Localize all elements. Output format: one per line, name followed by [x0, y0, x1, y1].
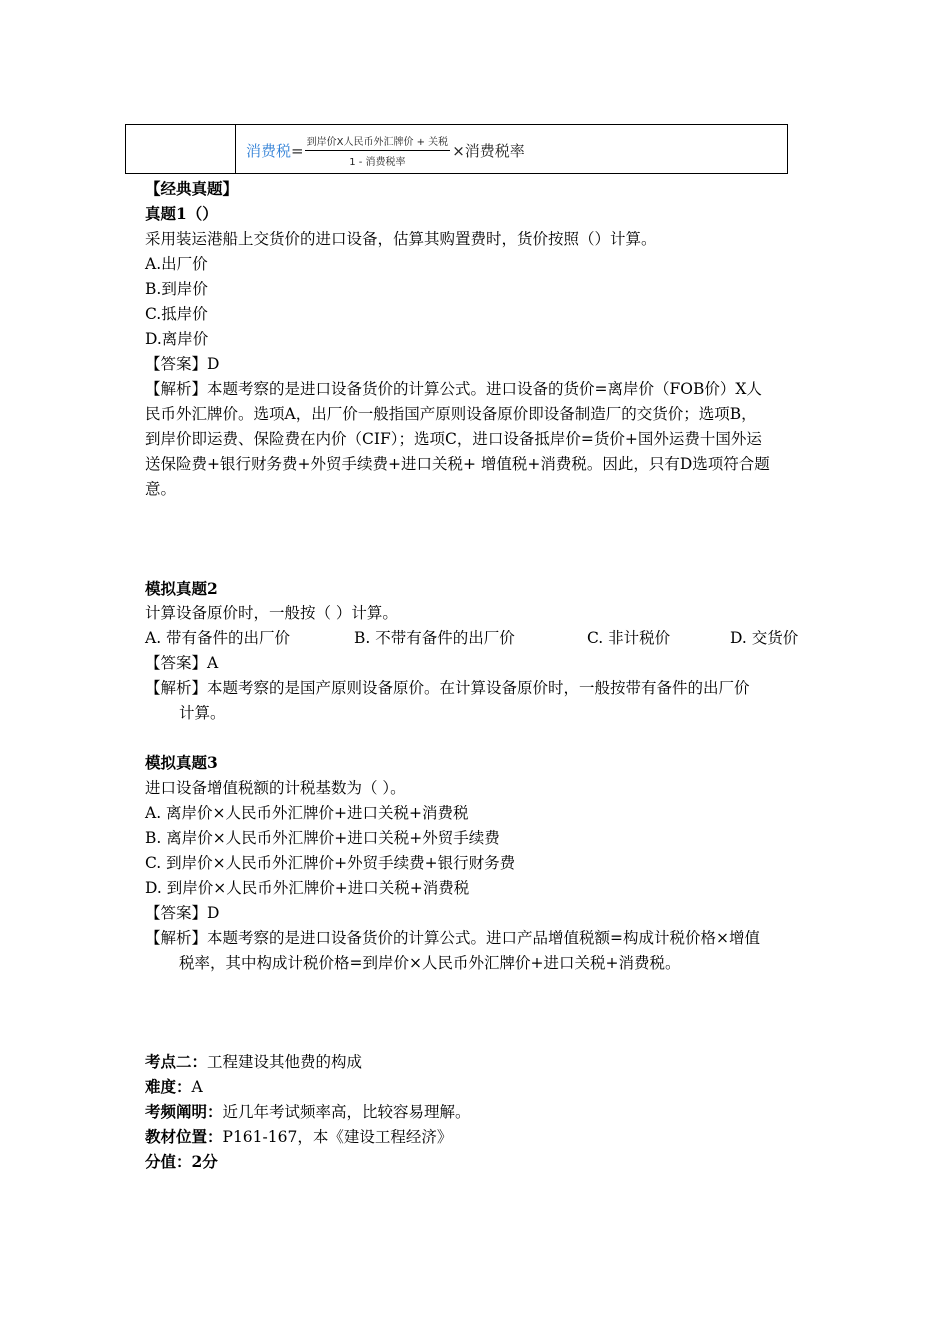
consumption-tax-formula [246, 133, 525, 168]
score-value: 2分 [191, 1152, 218, 1171]
point2-title-value: 工程建设其他费的构成 [207, 1053, 363, 1071]
q1-option-b: B.到岸价 [145, 280, 208, 298]
formula-denominator: 1 - 消费税率 [349, 157, 406, 168]
mock3-analysis-line-1: 【解析】本题考察的是进口设备货价的计算公式。进口产品增值税额=构成计税价格×增值 [145, 929, 760, 947]
mock3-option-a: A. 离岸价×人民币外汇牌价+进口关税+消费税 [145, 804, 469, 822]
score-label: 分值： [145, 1152, 192, 1171]
q1-option-d: D.离岸价 [145, 330, 209, 348]
q1-answer: 【答案】D [145, 355, 220, 373]
q1-analysis-line-5: 意。 [145, 480, 177, 498]
point2-location [145, 1125, 452, 1149]
mock2-stem: 计算设备原价时，一般按（ ）计算。 [145, 604, 398, 622]
q1-stem: 采用装运港船上交货价的进口设备，估算其购置费时，货价按照（）计算。 [145, 230, 657, 248]
q1-option-a: A.出厂价 [145, 255, 208, 273]
q1-analysis-line-2: 民币外汇牌价。选项A，出厂价一般指国产原则设备原价即设备制造厂的交货价；选项B， [145, 405, 757, 423]
location-label: 教材位置： [145, 1127, 223, 1146]
formula-fraction [305, 133, 451, 168]
q1-analysis-line-3: 到岸价即运费、保险费在内价（CIF）；选项C，进口设备抵岸价=货价+国外运费十国外运 [145, 430, 762, 448]
q1-option-c: C.抵岸价 [145, 305, 208, 323]
mock2-option-a: A. 带有备件的出厂价 [145, 629, 291, 647]
classic-heading: 【经典真题】 [145, 179, 239, 198]
point2-title-label: 考点二： [145, 1052, 208, 1071]
mock2-option-b: B. 不带有备件的出厂价 [354, 629, 515, 647]
mock2-option-c: C. 非计税价 [587, 629, 671, 647]
formula-lhs: 消费税 [246, 142, 292, 160]
point2-frequency [145, 1100, 471, 1124]
mock2-analysis-line-2: 计算。 [179, 704, 226, 722]
formula-rhs: ×消费税率 [452, 142, 525, 160]
mock3-option-b: B. 离岸价×人民币外汇牌价+进口关税+外贸手续费 [145, 829, 500, 847]
location-value: P161-167，本《建设工程经济》 [222, 1128, 453, 1146]
q1-title: 真题1（） [145, 204, 218, 223]
mock3-analysis-line-2: 税率，其中构成计税价格=到岸价×人民币外汇牌价+进口关税+消费税。 [179, 954, 681, 972]
table-divider [235, 125, 236, 173]
mock2-title: 模拟真题2 [145, 579, 218, 598]
formula-numerator: 到岸价X人民币外汇牌价 + 关税 [305, 133, 451, 151]
point2-title [145, 1050, 362, 1074]
mock2-analysis-line-1: 【解析】本题考察的是国产原则设备原价。在计算设备原价时，一般按带有备件的出厂价 [145, 679, 750, 697]
mock3-title: 模拟真题3 [145, 753, 218, 772]
mock2-option-d: D. 交货价 [730, 629, 799, 647]
q1-analysis-line-1: 【解析】本题考察的是进口设备货价的计算公式。进口设备的货价=离岸价（FOB价）X人 [145, 380, 762, 398]
mock3-option-c: C. 到岸价×人民币外汇牌价+外贸手续费+银行财务费 [145, 854, 516, 872]
frequency-label: 考频阐明： [145, 1102, 223, 1121]
formula-equals: = [291, 141, 304, 160]
mock3-answer: 【答案】D [145, 904, 220, 922]
point2-difficulty [145, 1075, 203, 1099]
q1-analysis-line-4: 送保险费+银行财务费+外贸手续费+进口关税+ 增值税+消费税。因此，只有D选项符合题 [145, 455, 770, 473]
difficulty-value: A [191, 1078, 203, 1096]
mock3-option-d: D. 到岸价×人民币外汇牌价+进口关税+消费税 [145, 879, 470, 897]
mock3-stem: 进口设备增值税额的计税基数为（ ）。 [145, 779, 406, 797]
frequency-value: 近几年考试频率高，比较容易理解。 [222, 1103, 471, 1121]
formula-table [125, 124, 788, 174]
mock2-answer: 【答案】A [145, 654, 219, 672]
point2-score [145, 1150, 218, 1174]
difficulty-label: 难度： [145, 1077, 192, 1096]
